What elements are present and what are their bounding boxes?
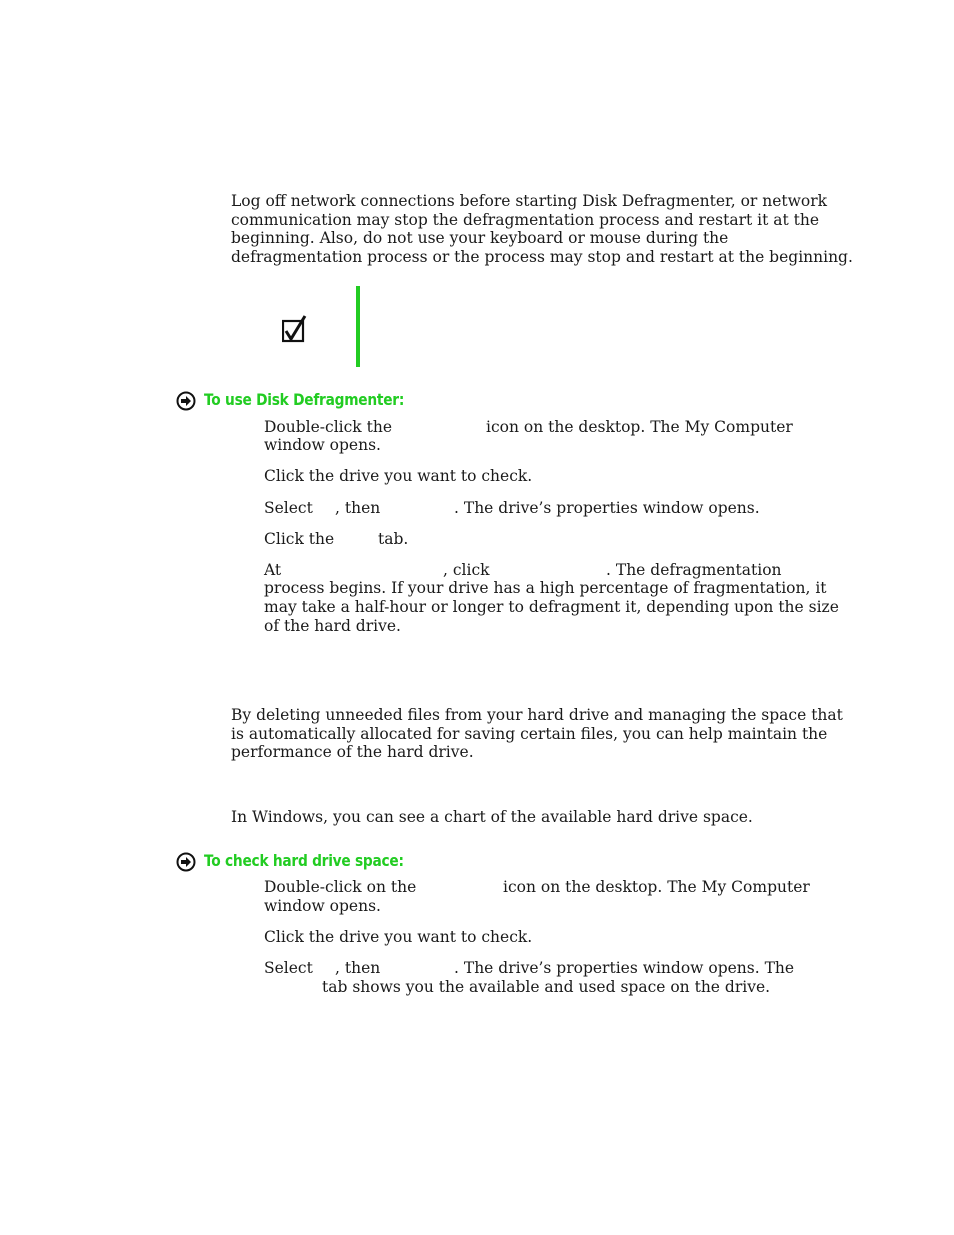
step-text: , then [335, 959, 381, 977]
section-heading-text: To use Disk Defragmenter: [204, 390, 405, 409]
step-text: At [264, 561, 282, 579]
step-text: may take a half-hour or longer to defragment it, depending upon the size [264, 598, 839, 616]
step-text: tab shows you the available and used space on the drive. [322, 978, 771, 996]
paragraph-maintenance [231, 706, 843, 762]
text-line: defragmentation process or the process may stop and restart at the beginning. [231, 248, 853, 267]
step-text: Click the [264, 530, 335, 548]
step-text: icon on the desktop. The My Computer [503, 878, 810, 896]
step-text: window opens. [264, 897, 381, 915]
text-line: communication may stop the defragmentation process and restart it at the [231, 210, 820, 229]
section-heading-text: To check hard drive space: [204, 851, 404, 870]
step-text: Select [264, 959, 313, 977]
paragraph-chart-info: In Windows, you can see a chart of the available hard drive space. [231, 808, 753, 826]
step-text: tab. [378, 530, 409, 548]
note-checkmark-icon [282, 315, 308, 347]
step-text: Click the drive you want to check. [264, 928, 533, 946]
note-green-bar [356, 286, 360, 367]
step-text: . The drive’s properties window opens. [454, 499, 760, 517]
step-text: window opens. [264, 436, 381, 454]
checkmark-icon [282, 315, 308, 343]
step-text: . The defragmentation [606, 561, 782, 579]
step-text: Click the drive you want to check. [264, 467, 533, 485]
step-text: Select [264, 499, 313, 517]
arrow-right-circle-icon [176, 391, 196, 411]
text-line: performance of the hard drive. [231, 743, 474, 762]
text-line: Log off network connections before starting Disk Defragmenter, or network [231, 192, 828, 210]
step-text: Double-click the [264, 418, 393, 436]
step-text: , click [443, 561, 490, 579]
text-line: is automatically allocated for saving certain files, you can help maintain the [231, 724, 828, 743]
text-line: By deleting unneeded files from your hard drive and managing the space that [231, 706, 843, 724]
step-text: Double-click on the [264, 878, 417, 896]
intro-paragraph [231, 192, 853, 267]
arrow-right-circle-icon [176, 852, 196, 872]
step-text: , then [335, 499, 381, 517]
step-text: icon on the desktop. The My Computer [486, 418, 793, 436]
step-text: . The drive’s properties window opens. The [454, 959, 795, 977]
step-text: process begins. If your drive has a high percentage of fragmentation, it [264, 579, 827, 597]
step-text: of the hard drive. [264, 617, 401, 635]
text-line: beginning. Also, do not use your keyboard or mouse during the [231, 229, 729, 248]
